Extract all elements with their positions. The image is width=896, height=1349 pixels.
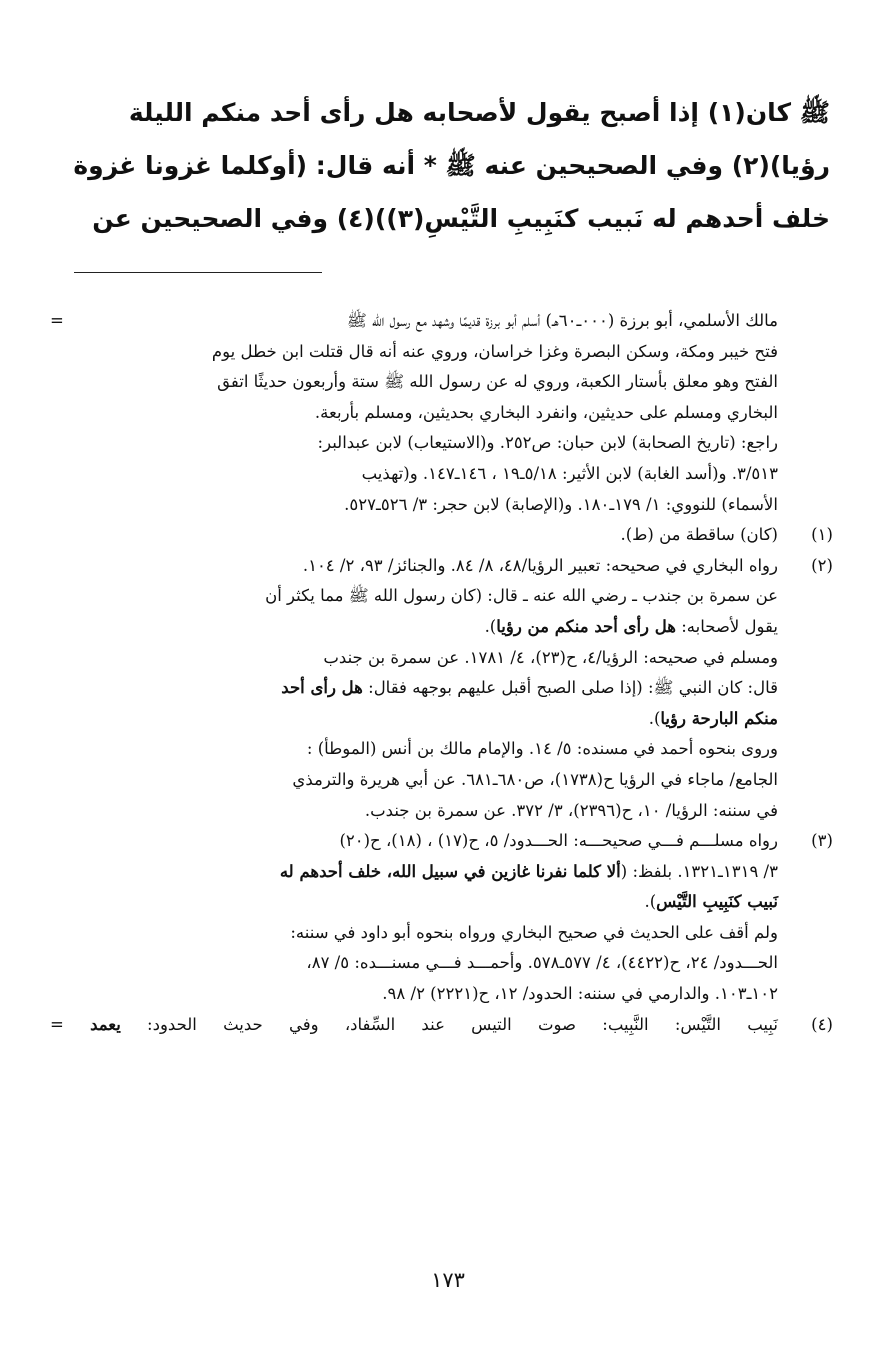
footnote-line: الحـــدود/ ٢٤، ح(٤٤٢٢)، ٤/ ٥٧٧ـ٥٧٨. وأحمـــد فـــي مسنـــده: ٥/ ٨٧، [306, 953, 778, 973]
text-segment: ٣/ ١٣١٩ـ١٣٢١. بلفظ: ( [620, 861, 778, 881]
footnote-line: الفتح وهو معلق بأستار الكعبة، وروي له عن رسول الله ﷺ ستة وأربعون حديثًا اتفق [217, 372, 778, 392]
text-segment: يقول لأصحابه: [675, 616, 778, 636]
footnote-number: (٣) [811, 831, 833, 851]
bold-quote: هل رأى أحد منكم من رؤيا [496, 616, 676, 636]
footnote-line: رواه مسلـــم فـــي صحيحـــه: الحـــدود/ ٥، ح(١٧) ، (١٨)، ح(٢٠) [339, 831, 778, 851]
continuation-mark: = [50, 1014, 91, 1034]
text-segment: ). [644, 892, 657, 912]
footnote-line: راجع: (تاريخ الصحابة) لابن حبان: ص٢٥٢. و(الاستيعاب) لابن عبدالبر: [317, 433, 778, 453]
footnote-line: وروى بنحوه أحمد في مسنده: ٥/ ١٤. والإمام مالك بن أنس (الموطأ) : [306, 739, 778, 759]
footnote-line: ومسلم في صحيحه: الرؤيا/٤، ح(٢٣)، ٤/ ١٧٨١. عن سمرة بن جندب [323, 647, 778, 667]
footnotes [50, 306, 844, 1040]
footnote-line: ٣/٥١٣. و(أسد الغابة) لابن الأثير: ٥/١٨ـ١٩ ، ١٤٦ـ١٤٧. و(تهذيب [361, 463, 778, 483]
footnote-number: (٢) [811, 555, 833, 575]
footnote-line: مالك الأسلمي، أبو برزة (٠٠٠ـ٦٠هـ) أسلم أبو برزة قديمًا وشهد مع رسول الله ﷺ [346, 311, 778, 330]
footnote-line [50, 887, 778, 918]
footnote-line: عن سمرة بن جندب ـ رضي الله عنه ـ قال: (كان رسول الله ﷺ مما يكثر أن [265, 586, 778, 606]
footnote-number: (٤) [811, 1014, 833, 1034]
bold-quote: يعمد [90, 1014, 121, 1034]
footnote-continuation [50, 306, 844, 520]
footnote-line: فتح خيبر ومكة، وسكن البصرة وغزا خراسان، وروي عنه أنه قال قتلت ابن خطل يوم [211, 341, 778, 361]
bold-quote: ألا كلما نفرنا غازين في سبيل الله، خلف أحدهم له [279, 861, 621, 881]
footnote-line: (كان) ساقطة من (ط). [620, 525, 778, 545]
text-segment: ). [484, 616, 497, 636]
footnote-1 [50, 520, 844, 551]
page-number: ١٧٣ [431, 1268, 465, 1292]
text-segment: نَبِيب التَّيْس: النَّبِيب: صوت التيس عند السِّفاد، وفي حديث الحدود: [120, 1014, 778, 1034]
footnote-line [50, 612, 778, 643]
bold-quote: نَبيب كنَبِيبِ التَّيْس [656, 892, 778, 912]
footnote-line: الأسماء) للنووي: ١/ ١٧٩ـ١٨٠. و(الإصابة) لابن حجر: ٣/ ٥٢٦ـ٥٢٧. [344, 494, 778, 514]
bold-quote: منكم البارحة رؤيا [660, 708, 778, 728]
footnote-separator [74, 272, 322, 273]
bold-quote: هل رأى أحد [281, 678, 363, 698]
text-segment: ). [648, 708, 661, 728]
footnote-line: رواه البخاري في صحيحه: تعبير الرؤيا/٤٨، ٨/ ٨٤. والجنائز/ ٩٣، ٢/ ١٠٤. [302, 555, 778, 575]
footnote-2 [50, 551, 844, 826]
continuation-mark: = [50, 311, 64, 330]
footnote-4 [50, 1010, 844, 1041]
footnote-line: الجامع/ ماجاء في الرؤيا ح(١٧٣٨)، ص٦٨٠ـ٦٨١. عن أبي هريرة والترمذي [292, 769, 778, 789]
footnote-line: ولم أقف على الحديث في صحيح البخاري ورواه بنحوه أبو داود في سننه: [290, 922, 778, 942]
footnote-number: (١) [811, 525, 833, 545]
footnote-line: البخاري ومسلم على حديثين، وانفرد البخاري بحديثين، ومسلم بأربعة. [314, 402, 778, 422]
footnote-line: ١٠٢ـ١٠٣. والدارمي في سننه: الحدود/ ١٢، ح(٢٢٢١) ٢/ ٩٨. [382, 984, 778, 1004]
footnote-line [50, 857, 778, 888]
main-text-line: ﷺ كان(١) إذا أصبح يقول لأصحابه هل رأى أحد منكم الليلة [128, 98, 830, 127]
footnote-line [50, 704, 778, 735]
footnote-line [50, 673, 778, 704]
main-text-line: خلف أحدهم له نَبيب كنَبِيبِ التَّيْسِ(٣))(٤) وفي الصحيحين عن [92, 204, 830, 233]
footnote-line: في سننه: الرؤيا/ ١٠، ح(٢٣٩٦)، ٣/ ٣٧٢. عن سمرة بن جندب. [364, 800, 778, 820]
main-text [64, 86, 830, 245]
footnote-line [50, 1010, 778, 1041]
text-segment: قال: كان النبي ﷺ: (إذا صلى الصبح أقبل عليهم بوجهه فقال: [362, 678, 778, 698]
footnote-3 [50, 826, 844, 1010]
main-text-line: رؤيا)(٢) وفي الصحيحين عنه ﷺ * أنه قال: (أوكلما غزونا غزوة [73, 151, 830, 180]
